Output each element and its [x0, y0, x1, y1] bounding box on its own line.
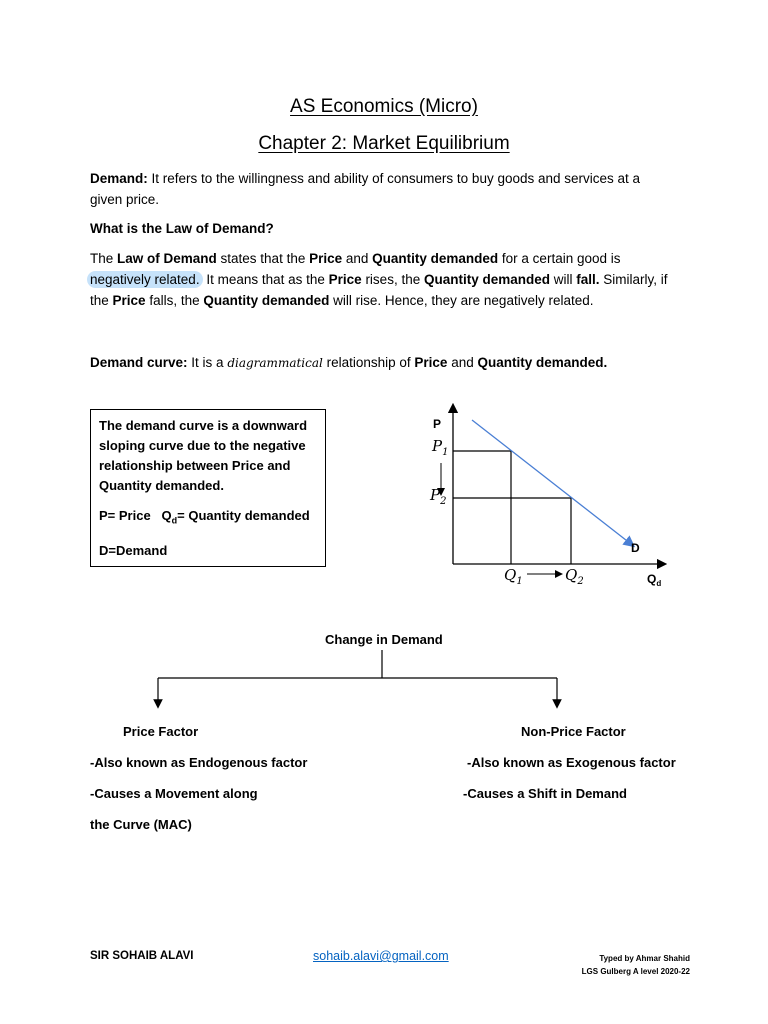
- demand-text-1: It refers to the willingness and ability of consumers to buy goods and services at a: [151, 171, 641, 186]
- law-text: rises, the: [361, 272, 424, 287]
- price-factor-item: -Also known as Endogenous factor: [90, 755, 308, 770]
- non-price-factor-item: -Causes a Shift in Demand: [463, 786, 627, 801]
- law-text: falls, the: [145, 293, 204, 308]
- law-question: What is the Law of Demand?: [90, 221, 274, 236]
- price-factor-item: the Curve (MAC): [90, 817, 192, 832]
- box-legend: [99, 506, 317, 531]
- law-text: states that the: [216, 251, 310, 266]
- curve-term: Demand curve:: [90, 355, 188, 370]
- law-text: will rise. Hence, they are negatively related.: [329, 293, 594, 308]
- box-line: Quantity demanded.: [99, 478, 224, 493]
- p1-label: $P_1$: [432, 437, 449, 458]
- x-axis-label: $Q_d$: [647, 572, 662, 588]
- demand-diagram: [420, 398, 680, 593]
- curve-qd: Quantity demanded.: [477, 355, 608, 370]
- legend-d: D=Demand: [99, 542, 168, 558]
- legend-q: Q: [161, 508, 172, 523]
- law-price: Price: [328, 272, 362, 287]
- law-text: for a certain good is: [498, 251, 621, 266]
- curve-text: It is a: [187, 355, 228, 370]
- box-line: The demand curve is a downward: [99, 418, 308, 433]
- non-price-factor-title: Non-Price Factor: [521, 724, 626, 739]
- law-text: It means that as the: [202, 272, 329, 287]
- demand-definition: [90, 168, 690, 210]
- curve-price: Price: [414, 355, 448, 370]
- chapter-title: Chapter 2: Market Equilibrium: [258, 133, 510, 154]
- law-price: Price: [112, 293, 146, 308]
- school-name: LGS Gulberg A level 2020-22: [581, 967, 690, 976]
- q2-label: $Q_2$: [565, 566, 584, 587]
- curve-text: and: [447, 355, 478, 370]
- law-price: Price: [309, 251, 343, 266]
- legend-p: P= Price: [99, 508, 151, 523]
- law-paragraph: [90, 248, 700, 311]
- price-factor-title: Price Factor: [123, 724, 199, 739]
- law-text: Similarly, if: [599, 272, 668, 287]
- q1-label: $Q_1$: [504, 566, 523, 587]
- price-factor-item: -Causes a Movement along: [90, 786, 258, 801]
- curve-definition: [90, 352, 710, 374]
- non-price-factor-item: -Also known as Exogenous factor: [467, 755, 676, 770]
- law-text: The: [90, 251, 118, 266]
- highlighted-text: negatively related.: [87, 271, 203, 288]
- box-line: sloping curve due to the negative: [99, 438, 306, 453]
- law-fall: fall.: [576, 272, 600, 287]
- demand-text-2: given price.: [90, 192, 160, 207]
- law-text: the: [90, 293, 113, 308]
- p2-label: $P_2$: [430, 486, 447, 507]
- demand-curve-note-box: [90, 409, 326, 567]
- box-line: relationship between Price and: [99, 458, 291, 473]
- curve-label: D: [631, 541, 640, 555]
- legend-q-sub: d: [171, 515, 178, 526]
- tree-connector: [150, 648, 570, 712]
- handwritten-word: diagrammatical: [227, 356, 323, 370]
- typed-by: Typed by Ahmar Shahid: [599, 954, 690, 963]
- demand-term: Demand:: [90, 171, 148, 186]
- curve-text: relationship of: [322, 355, 415, 370]
- tree-root: Change in Demand: [325, 632, 443, 647]
- page-title: AS Economics (Micro): [290, 96, 478, 117]
- footer-email-link[interactable]: sohaib.alavi@gmail.com: [313, 949, 449, 963]
- law-qd: Quantity demanded: [203, 293, 330, 308]
- demand-curve-line: [472, 420, 631, 544]
- footer-credits: [560, 952, 690, 978]
- y-axis-label: P: [433, 417, 442, 431]
- legend-q-rest: = Quantity demanded: [177, 508, 310, 523]
- law-term: Law of Demand: [117, 251, 217, 266]
- law-text: and: [342, 251, 373, 266]
- law-qd: Quantity demanded: [372, 251, 499, 266]
- law-text: will: [549, 272, 577, 287]
- footer-author: SIR SOHAIB ALAVI: [90, 950, 194, 962]
- law-qd: Quantity demanded: [423, 272, 550, 287]
